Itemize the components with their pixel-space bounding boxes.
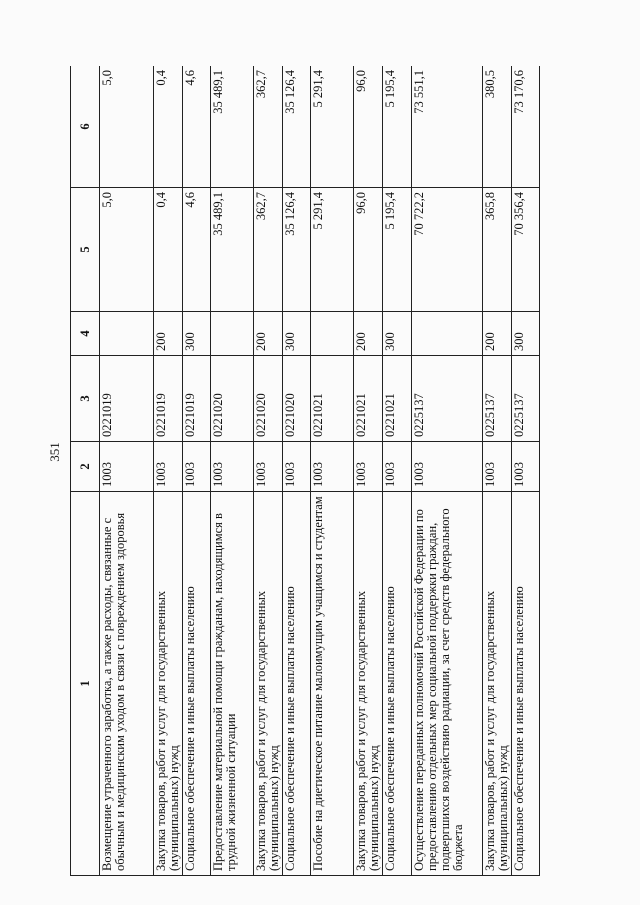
table-row [211, 66, 254, 876]
row-value-col6: 5 195,4 [383, 66, 412, 188]
row-name: Предоставление материальной помощи гражданам, находящимся в трудной жизненной ситуации [211, 492, 254, 876]
row-value-col6: 73 170,6 [512, 66, 540, 188]
row-expense-type: 200 [254, 312, 283, 356]
row-target-code: 0225137 [483, 356, 512, 442]
table-row [154, 66, 183, 876]
table-row [383, 66, 412, 876]
row-name: Закупка товаров, работ и услуг для государственных (муниципальных) нужд [354, 492, 383, 876]
row-value-col6: 96,0 [354, 66, 383, 188]
row-value-col5: 365,8 [483, 188, 512, 312]
row-expense-type: 300 [283, 312, 311, 356]
column-header: 1 [71, 492, 100, 876]
table-row [354, 66, 383, 876]
row-section-code: 1003 [183, 442, 211, 492]
row-target-code: 0225137 [512, 356, 540, 442]
row-section-code: 1003 [412, 442, 483, 492]
column-header: 4 [71, 312, 100, 356]
row-name: Социальное обеспечение и иные выплаты населению [183, 492, 211, 876]
row-value-col6: 35 126,4 [283, 66, 311, 188]
row-value-col5: 5 291,4 [311, 188, 354, 312]
row-section-code: 1003 [483, 442, 512, 492]
row-value-col6: 0,4 [154, 66, 183, 188]
row-expense-type [311, 312, 354, 356]
row-expense-type [211, 312, 254, 356]
row-name: Социальное обеспечение и иные выплаты населению [283, 492, 311, 876]
row-target-code: 0225137 [412, 356, 483, 442]
row-name: Социальное обеспечение и иные выплаты населению [383, 492, 412, 876]
row-name: Возмещение утраченного заработка, а также расходы, связанные с обычным и медицинским уходом в связи с повреждением здоровья [100, 492, 154, 876]
row-target-code: 0221019 [154, 356, 183, 442]
row-value-col5: 5 195,4 [383, 188, 412, 312]
row-section-code: 1003 [100, 442, 154, 492]
table-row [254, 66, 283, 876]
row-expense-type: 300 [383, 312, 412, 356]
row-value-col5: 35 126,4 [283, 188, 311, 312]
row-value-col6: 5 291,4 [311, 66, 354, 188]
row-name: Закупка товаров, работ и услуг для государственных (муниципальных) нужд [254, 492, 283, 876]
row-value-col6: 362,7 [254, 66, 283, 188]
row-expense-type: 300 [512, 312, 540, 356]
table-row [311, 66, 354, 876]
row-value-col6: 5,0 [100, 66, 154, 188]
column-header: 2 [71, 442, 100, 492]
row-target-code: 0221020 [211, 356, 254, 442]
row-name: Закупка товаров, работ и услуг для государственных (муниципальных) нужд [154, 492, 183, 876]
row-value-col5: 70 722,2 [412, 188, 483, 312]
row-target-code: 0221020 [283, 356, 311, 442]
row-value-col6: 380,5 [483, 66, 512, 188]
table-row [412, 66, 483, 876]
row-value-col5: 362,7 [254, 188, 283, 312]
row-target-code: 0221019 [183, 356, 211, 442]
table-container [70, 66, 556, 876]
column-header: 5 [71, 188, 100, 312]
table-row [183, 66, 211, 876]
table-row [483, 66, 512, 876]
row-value-col5: 70 356,4 [512, 188, 540, 312]
row-value-col5: 4,6 [183, 188, 211, 312]
row-expense-type [100, 312, 154, 356]
budget-table [70, 66, 540, 876]
row-name: Осуществление переданных полномочий Российской Федерации по предоставлению отдельных мер социальной поддержки граждан, подвергшихся воздействию радиации, за счет средств федерального бюджета [412, 492, 483, 876]
row-section-code: 1003 [254, 442, 283, 492]
row-section-code: 1003 [383, 442, 412, 492]
row-target-code: 0221020 [254, 356, 283, 442]
table-header-row [71, 66, 100, 876]
row-value-col6: 35 489,1 [211, 66, 254, 188]
row-expense-type: 300 [183, 312, 211, 356]
row-value-col5: 35 489,1 [211, 188, 254, 312]
table-row [100, 66, 154, 876]
rotated-table-frame [70, 66, 556, 876]
row-expense-type [412, 312, 483, 356]
row-section-code: 1003 [154, 442, 183, 492]
row-section-code: 1003 [311, 442, 354, 492]
row-section-code: 1003 [211, 442, 254, 492]
row-expense-type: 200 [354, 312, 383, 356]
row-value-col6: 4,6 [183, 66, 211, 188]
row-name: Закупка товаров, работ и услуг для государственных (муниципальных) нужд [483, 492, 512, 876]
row-name: Социальное обеспечение и иные выплаты населению [512, 492, 540, 876]
row-value-col5: 0,4 [154, 188, 183, 312]
table-row [283, 66, 311, 876]
row-value-col5: 5,0 [100, 188, 154, 312]
column-header: 6 [71, 66, 100, 188]
page-number: 351 [47, 442, 62, 462]
row-target-code: 0221021 [311, 356, 354, 442]
row-section-code: 1003 [354, 442, 383, 492]
column-header: 3 [71, 356, 100, 442]
table-row [512, 66, 540, 876]
row-name: Пособие на диетическое питание малоимущим учащимся и студентам [311, 492, 354, 876]
row-target-code: 0221021 [383, 356, 412, 442]
row-expense-type: 200 [483, 312, 512, 356]
row-value-col6: 73 551,1 [412, 66, 483, 188]
row-expense-type: 200 [154, 312, 183, 356]
row-target-code: 0221021 [354, 356, 383, 442]
row-section-code: 1003 [283, 442, 311, 492]
row-target-code: 0221019 [100, 356, 154, 442]
row-value-col5: 96,0 [354, 188, 383, 312]
row-section-code: 1003 [512, 442, 540, 492]
